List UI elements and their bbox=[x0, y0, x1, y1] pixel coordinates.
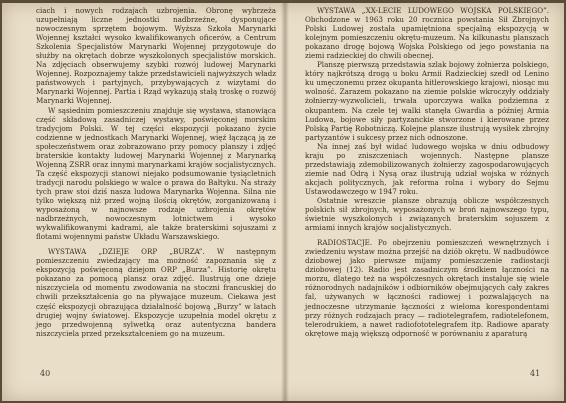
right-page bbox=[287, 3, 564, 401]
page-number-left: 40 bbox=[40, 369, 51, 378]
left-paragraph-2: W sąsiednim pomieszczeniu znajduje się wystawa, stanowiąca część składową zasadniczej wystawy, poświęconej morskim tradycjom Polski. W tej części ekspozycji pokazano życie codzienne w jednostkach Marynarki Wojennej, więź łączącą ją ze społeczeństwem oraz zobrazowano przy pomocy planszy i zdjęć braterskie kontakty ludowej Marynarki Wojennej z Marynarką Wojenną ZSRR oraz innymi marynarkami krajów socjalistycznych. Ta część ekspozycji stanowi niejako podsumowanie tysiącletnich tradycji narodu polskiego w walce o prawa do Bałtyku. Na straży tych praw stoi dziś nasza ludowa Marynarka Wojenna. Silna nie tylko większą niż przed wojną ilością okrętów, zorganizowaną i wyposażoną w najnowsze rodzaje uzbrojenia okrętów nadbrzeżnych, nowoczesnym lotnictwem i wysoko wykwalifikowanymi kadrami, ale także braterskimi sojuszami z flotami wojennymi państw Układu Warszawskiego. bbox=[36, 105, 276, 242]
right-paragraph-5: RADIOSTACJE. Po obejrzeniu pomieszczeń wewnętrznych i zwiedzeniu wystaw można przejść na dziób okrętu. W nadbudówce dziobowej jako pierwsze mijamy pomieszczenie radiostacji dziobowej (12). Radio jest zasadniczym środkiem łączności na morzu, dlatego też na współczesnych okrętach instaluje się wiele różnorodnych nadajników i odbiorników obejmujących cały zakres fal, używanych w łączności radiowej i pozwalających na jednoczesne utrzymanie łączności z wieloma korespondentami przy różnych rodzajach pracy — radiotelegrafem, radiotelefonem, telerodrukiem, a nawet radiofototelegrafem itp. Radiowe aparaty okrętowe mają większą odporność w porównaniu z aparaturą bbox=[305, 238, 549, 338]
right-text-column bbox=[305, 6, 549, 338]
right-paragraph-1: WYSTAWA „XX-LECIE LUDOWEGO WOJSKA POLSKIEGO”. Obchodzone w 1963 roku 20 rocznica powstania Sił Zbrojnych Polski Ludowej została upamiętniona specjalną ekspozycją w kolejnym pomieszczeniu okrętu-muzeum. Na kilkunastu planszach pokazano drogę bojową Wojska Polskiego od jego powstania na ziemi radzieckiej do chwili obecnej. bbox=[305, 6, 549, 61]
right-paragraph-4: Ostatnie wreszcie plansze obrazują oblicze współczesnych polskich sił zbrojnych, wyposażonych w broń najnowszego typu, świetnie wyszkolonych i związanych braterskim sojuszem z armiami innych krajów socjalistycznych. bbox=[305, 195, 549, 233]
right-paragraph-3: Na innej zaś był widać ludowego wojska w dniu odbudowy kraju po zniszczeniach wojennych. Następne plansze przedstawiają zdemobilizowanych żołnierzy zagospodarowujących ziemie nad Odrą i Nysą oraz ilustrują udział wojska w różnych akcjach politycznych, jak reforma rolna i wybory do Sejmu Ustawodawczego w 1947 roku. bbox=[305, 141, 549, 196]
left-paragraph-1: ciach i nowych rodzajach uzbrojenia. Obronę wybrzeża uzupełniają liczne jednostki nadbrzeżne, dysponujące nowoczesnym sprzętem bojowym. Wyższa Szkoła Marynarki Wojennej kształci wysoko kwalifikowanych oficerów, a Centrum Szkolenia Specjalistów Marynarki Wojennej przygotowuje do służby na okrętach dobrze wyszkolonych specjalistów morskich. Na zdjęciach obserwujemy szybki rozwój ludowej Marynarki Wojennej. Rozpoznajemy także przedstawicieli najwyższych władz państwowych i partyjnych, przybywających z wizytami do Marynarki Wojennej. Partia i Rząd wykazują stałą troskę o rozwój Marynarki Wojennej. bbox=[36, 6, 276, 106]
book-spread bbox=[2, 3, 564, 401]
left-page bbox=[2, 3, 282, 401]
right-paragraph-2: Planszę pierwszą przedstawia szlak bojowy żołnierza polskiego, który najkrótszą drogą u boku Armii Radzieckiej szedł od Lenino ku umęczonemu przez okupanta hitlerowskiego krajowi, niosąc mu wolność. Zarazem pokazano na ziemie polskie wkroczyły oddziały żołnierzy-wyzwolicieli, trwała uporczywa walka podziemna z okupantem. Na czele tej walki stanęła Gwardia a później Armia Ludowa, bojowe siły partyzanckie stworzone i kierowane przez Polską Partię Robotniczą. Kolejne plansze ilustrują wysiłek zbrojny partyzantów i sukcesy przez nich odnoszone. bbox=[305, 60, 549, 142]
left-paragraph-3: WYSTAWA „DZIEJE ORP „BURZA”. W następnym pomieszczeniu zwiedzający ma możność zapoznania się z ekspozycją poświęconą dziejom ORP „Burza”. Historię okrętu pokazano za pomocą plansz oraz zdjęć. Ilustrują one dzieje niszczyciela od momentu zwodowania na stoczni francuskiej do chwili przekształcenia go na pływające muzeum. Ciekawa jest część ekspozycji obrazująca działalność bojową „Burzy” w latach drugiej wojny światowej. Ekspozycje uzupełnia model okrętu z jego przedwojenną sylwetką oraz autentyczna bandera niszczyciela przed przekształceniem go na muzeum. bbox=[36, 247, 276, 338]
left-text-column bbox=[36, 6, 276, 338]
page-number-right: 41 bbox=[530, 369, 541, 378]
